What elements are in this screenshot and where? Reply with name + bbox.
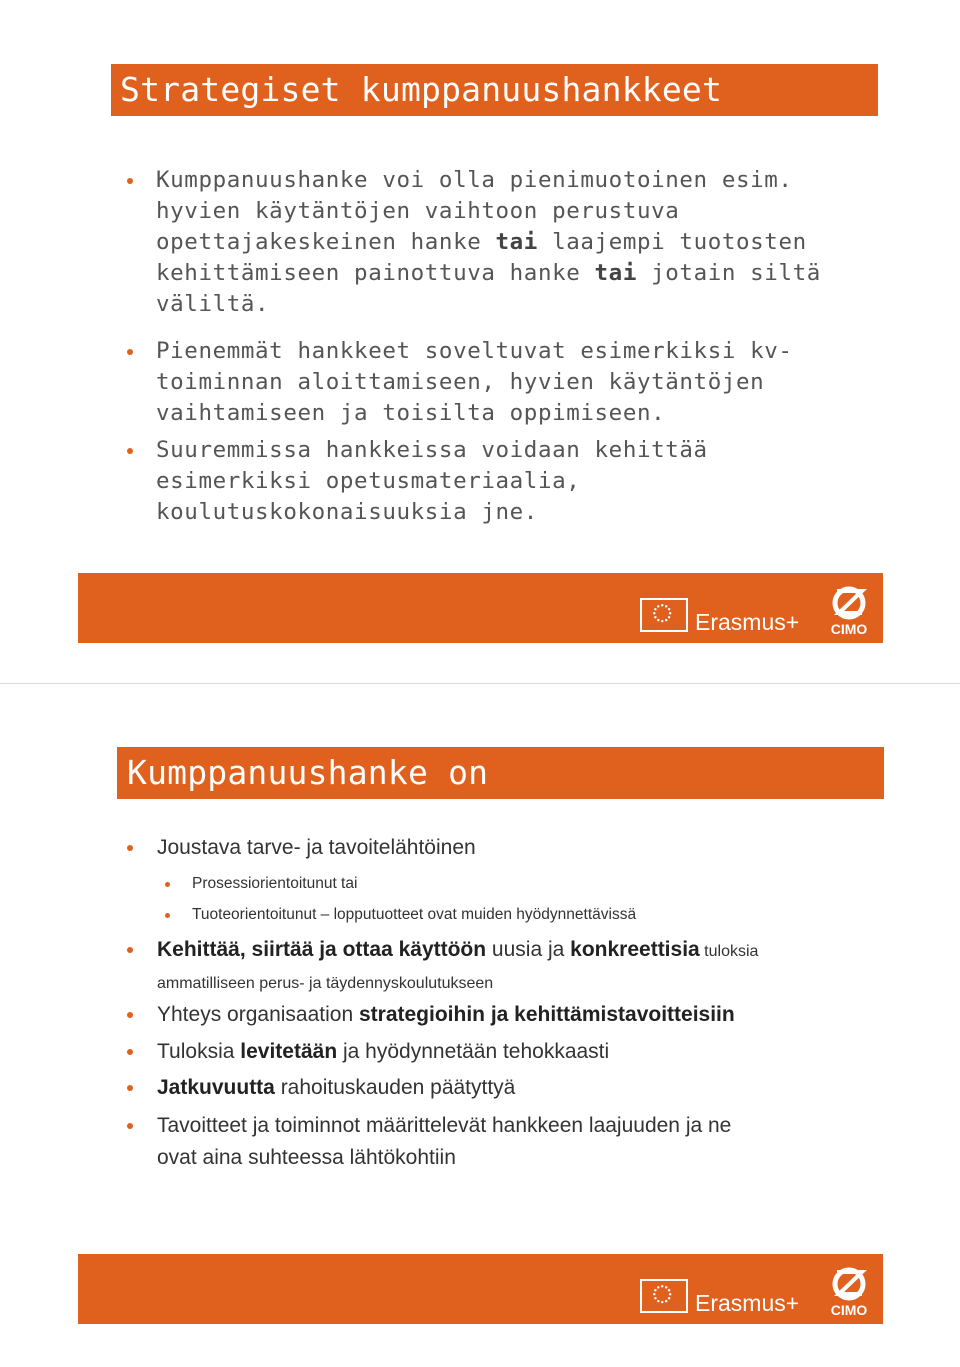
bullet-text: Tuoteorientoitunut – lopputuotteet ovat muiden hyödynnettävissä bbox=[192, 906, 637, 923]
bullet-text: Kumppanuushanke voi olla pienimuotoinen esim. bbox=[156, 167, 793, 193]
bullet-text: esimerkiksi opetusmateriaalia, bbox=[156, 468, 581, 494]
emphasis-text: konkreettisia bbox=[570, 938, 700, 961]
eu-star bbox=[668, 1289, 670, 1291]
slide-2-title-bar bbox=[117, 747, 884, 799]
eu-star bbox=[654, 1289, 656, 1291]
bullet-line bbox=[157, 935, 758, 967]
bullet-text: Tavoitteet ja toiminnot määrittelevät hankkeen laajuuden ja ne bbox=[157, 1114, 732, 1137]
bullet-text: rahoituskauden päätyttyä bbox=[274, 1076, 516, 1099]
eu-star bbox=[665, 605, 667, 607]
emphasis-text: levitetään bbox=[240, 1040, 338, 1063]
bullet-line bbox=[156, 227, 807, 258]
eu-star bbox=[654, 616, 656, 618]
eu-star bbox=[657, 1286, 659, 1288]
slide-1-footer bbox=[78, 573, 883, 643]
slide-1-title: Strategiset kumppanuushankkeet bbox=[120, 70, 723, 109]
slide-2-title: Kumppanuushanke on bbox=[127, 753, 489, 792]
erasmus-plus-logo: Erasmus+ bbox=[695, 1290, 800, 1316]
emphasis-text: tai bbox=[594, 260, 637, 286]
sub-bullet-dot bbox=[165, 913, 170, 918]
bullet-text: Tuloksia bbox=[157, 1040, 241, 1063]
bullet-line bbox=[157, 1000, 735, 1030]
eu-star bbox=[653, 1293, 655, 1295]
bullet-dot bbox=[127, 178, 133, 184]
bullet-text: Prosessiorientoitunut tai bbox=[192, 875, 358, 892]
bullet-text: Suuremmissa hankkeissa voidaan kehittää bbox=[156, 437, 708, 463]
eu-star bbox=[661, 1285, 663, 1287]
eu-flag-icon bbox=[640, 1279, 688, 1313]
bullet-dot bbox=[127, 947, 133, 953]
eu-star bbox=[657, 1300, 659, 1302]
sub-bullet-line bbox=[192, 904, 636, 926]
bullet-line bbox=[157, 1111, 731, 1141]
bullet-text: uusia ja bbox=[486, 938, 571, 961]
emphasis-text: strategioihin ja kehittämistavoitteisiin bbox=[358, 1003, 735, 1026]
emphasis-text: Kehittää, siirtää ja ottaa käyttöön bbox=[157, 938, 487, 961]
bullet-line bbox=[156, 435, 708, 466]
eu-star bbox=[654, 608, 656, 610]
eu-star bbox=[657, 619, 659, 621]
bullet-line bbox=[156, 466, 580, 497]
eu-star bbox=[668, 1297, 670, 1299]
cimo-label: CIMO bbox=[830, 621, 868, 637]
bullet-line bbox=[156, 367, 764, 398]
bullet-line bbox=[157, 967, 493, 999]
bullet-text: kehittämiseen painottuva hanke bbox=[156, 260, 595, 286]
sub-bullet-line bbox=[192, 873, 357, 895]
bullet-text: jotain siltä bbox=[636, 260, 821, 286]
bullet-line bbox=[156, 196, 679, 227]
emphasis-text: Jatkuvuutta bbox=[157, 1076, 275, 1099]
eu-star bbox=[661, 1301, 663, 1303]
bullet-line bbox=[156, 497, 538, 528]
bullet-text: väliltä. bbox=[156, 291, 270, 317]
slide-2 bbox=[0, 684, 960, 1367]
eu-star bbox=[657, 605, 659, 607]
eu-star bbox=[654, 1297, 656, 1299]
bullet-line bbox=[157, 833, 476, 863]
bullet-line bbox=[157, 1037, 609, 1067]
bullet-dot bbox=[127, 349, 133, 355]
eu-star bbox=[653, 612, 655, 614]
bullet-text: Pienemmät hankkeet soveltuvat esimerkiksi kv- bbox=[156, 338, 793, 364]
sub-bullet-dot bbox=[165, 882, 170, 887]
bullet-text: ja hyödynnetään tehokkaasti bbox=[337, 1040, 610, 1063]
cimo-logo-icon bbox=[824, 583, 874, 637]
bullet-text: koulutuskokonaisuuksia jne. bbox=[156, 499, 538, 525]
emphasis-text: tai bbox=[495, 229, 538, 255]
eu-star bbox=[669, 612, 671, 614]
cimo-logo-icon bbox=[824, 1264, 874, 1318]
eu-star bbox=[665, 1286, 667, 1288]
bullet-line bbox=[156, 289, 269, 320]
bullet-text: hyvien käytäntöjen vaihtoon perustuva bbox=[156, 198, 680, 224]
bullet-dot bbox=[127, 448, 133, 454]
eu-star bbox=[668, 608, 670, 610]
bullet-text: opettajakeskeinen hanke bbox=[156, 229, 496, 255]
bullet-dot bbox=[127, 1012, 133, 1018]
bullet-text: Joustava tarve- ja tavoitelähtöinen bbox=[157, 836, 476, 859]
eu-star bbox=[669, 1293, 671, 1295]
eu-star bbox=[661, 604, 663, 606]
bullet-text: laajempi tuotosten bbox=[537, 229, 807, 255]
bullet-dot bbox=[127, 1085, 133, 1091]
bullet-line bbox=[157, 1073, 515, 1103]
bullet-text: toiminnan aloittamiseen, hyvien käytäntöjen bbox=[156, 369, 765, 395]
bullet-dot bbox=[127, 845, 133, 851]
bullet-text: vaihtamiseen ja toisilta oppimiseen. bbox=[156, 400, 666, 426]
bullet-line bbox=[156, 258, 821, 289]
eu-star bbox=[665, 1300, 667, 1302]
bullet-line bbox=[156, 398, 665, 429]
eu-star bbox=[665, 619, 667, 621]
slide-1-title-bar bbox=[111, 64, 878, 116]
cimo-label: CIMO bbox=[830, 1302, 868, 1318]
bullet-line bbox=[156, 336, 793, 367]
bullet-text: ovat aina suhteessa lähtökohtiin bbox=[157, 1146, 456, 1169]
slide-1 bbox=[0, 0, 960, 683]
eu-star bbox=[661, 620, 663, 622]
bullet-line bbox=[157, 1143, 456, 1173]
eu-star bbox=[668, 616, 670, 618]
eu-flag-icon bbox=[640, 598, 688, 632]
bullet-text: tuloksia bbox=[699, 943, 759, 960]
bullet-dot bbox=[127, 1123, 133, 1129]
erasmus-plus-logo: Erasmus+ bbox=[695, 609, 800, 635]
bullet-text: ammatilliseen perus- ja täydennyskoulutukseen bbox=[157, 975, 494, 992]
slide-2-footer bbox=[78, 1254, 883, 1324]
bullet-line bbox=[156, 165, 793, 196]
bullet-dot bbox=[127, 1049, 133, 1055]
bullet-text: Yhteys organisaation bbox=[157, 1003, 359, 1026]
